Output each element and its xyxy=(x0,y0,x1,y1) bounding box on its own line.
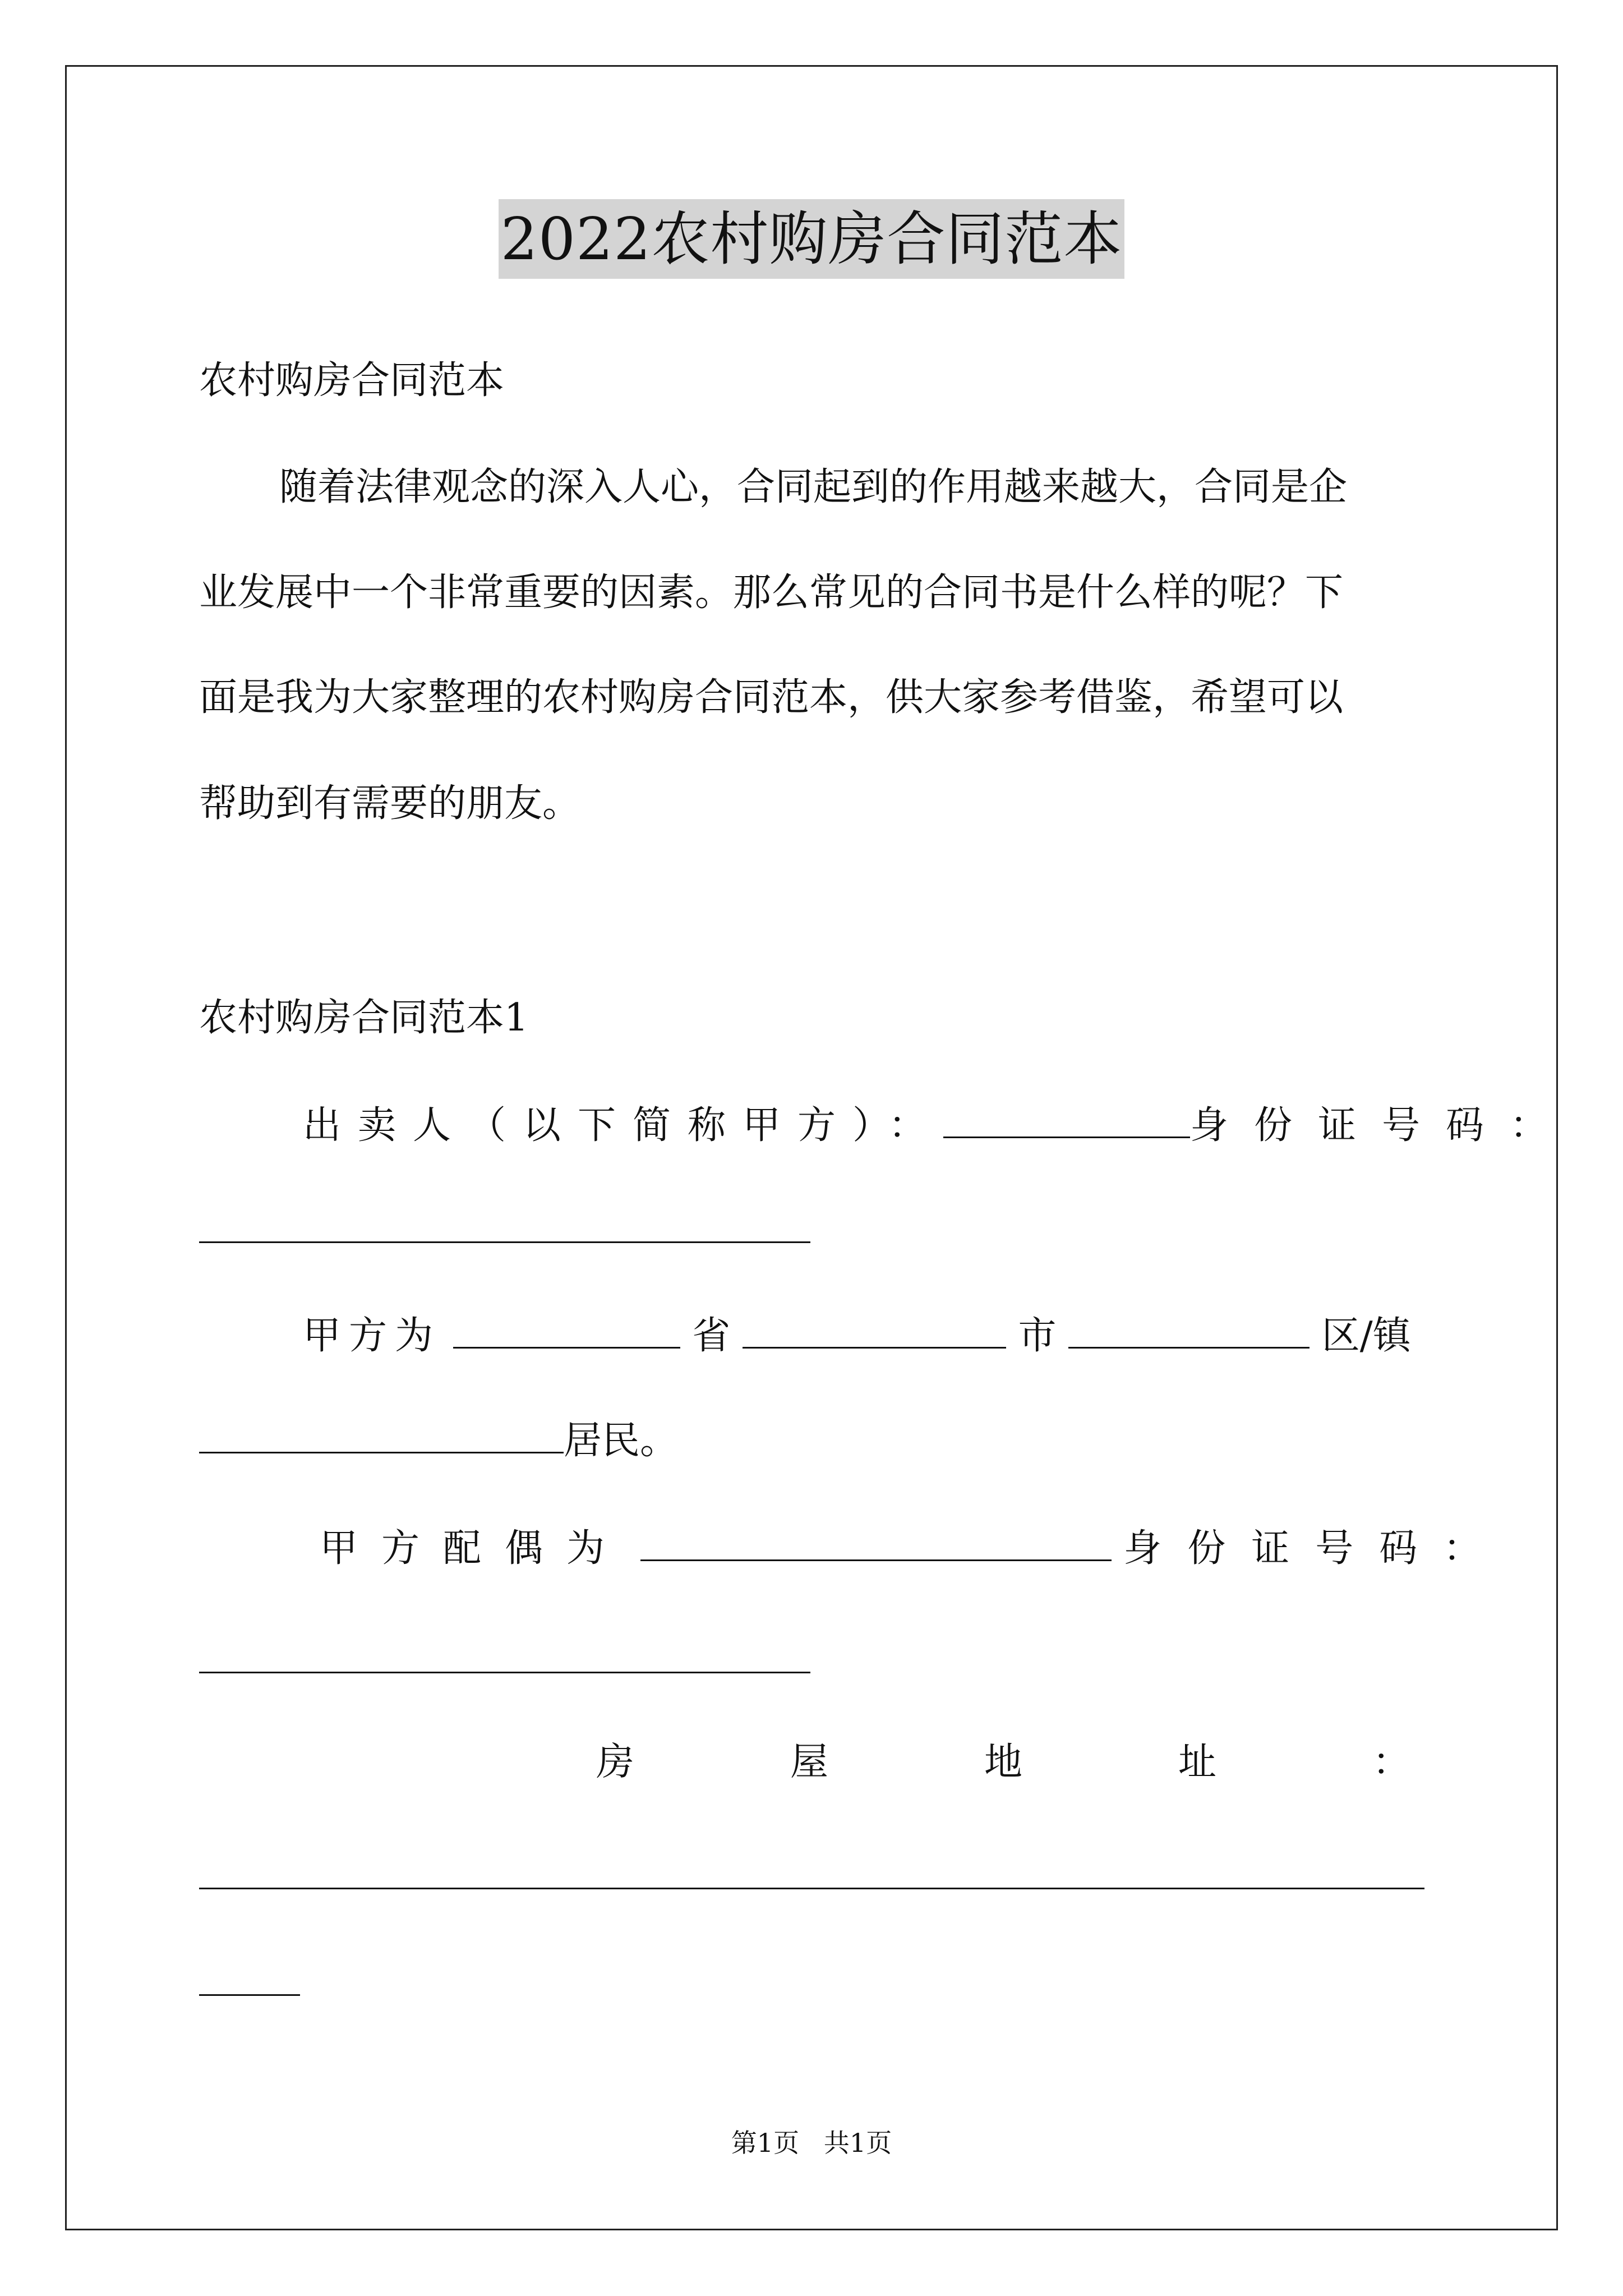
seller-name-blank[interactable] xyxy=(943,1098,1190,1138)
house-address-blank[interactable] xyxy=(199,1888,1424,1889)
seller-label: 出卖人（以下简称甲方）： xyxy=(303,1103,944,1148)
province-label: 省 xyxy=(692,1314,731,1358)
seller-id-label: 身份证号码： xyxy=(1190,1103,1574,1148)
title-wrap xyxy=(0,199,1623,279)
house-address-colon: ： xyxy=(1372,1740,1410,1784)
spouse-line xyxy=(320,1521,1507,1574)
spouse-label: 甲方配偶为 xyxy=(320,1526,629,1571)
section-heading: 农村购房合同范本1 xyxy=(199,996,529,1040)
house-address-char-2: 屋 xyxy=(790,1740,828,1784)
seller-address-line xyxy=(303,1309,1427,1361)
province-blank[interactable] xyxy=(453,1309,680,1349)
intro-line-4: 帮助到有需要的朋友。 xyxy=(199,781,581,826)
resident-line xyxy=(199,1414,1427,1466)
house-address-char-3: 地 xyxy=(984,1740,1022,1784)
seller-line xyxy=(303,1098,1574,1151)
house-address-blank-cont[interactable] xyxy=(199,1994,300,1996)
district-label: 区/镇 xyxy=(1321,1314,1411,1358)
village-blank[interactable] xyxy=(199,1414,564,1453)
city-blank[interactable] xyxy=(743,1309,1006,1349)
intro-line-2: 业发展中一个非常重要的因素。那么常见的合同书是什么样的呢？下 xyxy=(199,570,1344,615)
seller-id-blank[interactable] xyxy=(199,1241,810,1243)
house-address-char-1: 房 xyxy=(596,1740,635,1784)
resident-label: 居民。 xyxy=(564,1419,679,1463)
district-blank[interactable] xyxy=(1068,1309,1310,1349)
address-prefix: 甲方为 xyxy=(303,1314,441,1358)
document-title: 2022农村购房合同范本 xyxy=(499,199,1125,279)
intro-line-1: 随着法律观念的深入人心，合同起到的作用越来越大，合同是企 xyxy=(279,465,1348,509)
subtitle: 农村购房合同范本 xyxy=(199,358,505,403)
house-address-line xyxy=(596,1737,1410,1788)
house-address-char-4: 址 xyxy=(1178,1740,1216,1784)
spouse-id-label: 身份证号码： xyxy=(1123,1526,1507,1571)
page-footer: 第1页 共1页 xyxy=(731,2128,892,2158)
city-label: 市 xyxy=(1018,1314,1057,1358)
intro-line-3: 面是我为大家整理的农村购房合同范本，供大家参考借鉴，希望可以 xyxy=(199,675,1344,720)
spouse-id-blank[interactable] xyxy=(199,1672,810,1673)
spouse-name-blank[interactable] xyxy=(640,1521,1112,1561)
